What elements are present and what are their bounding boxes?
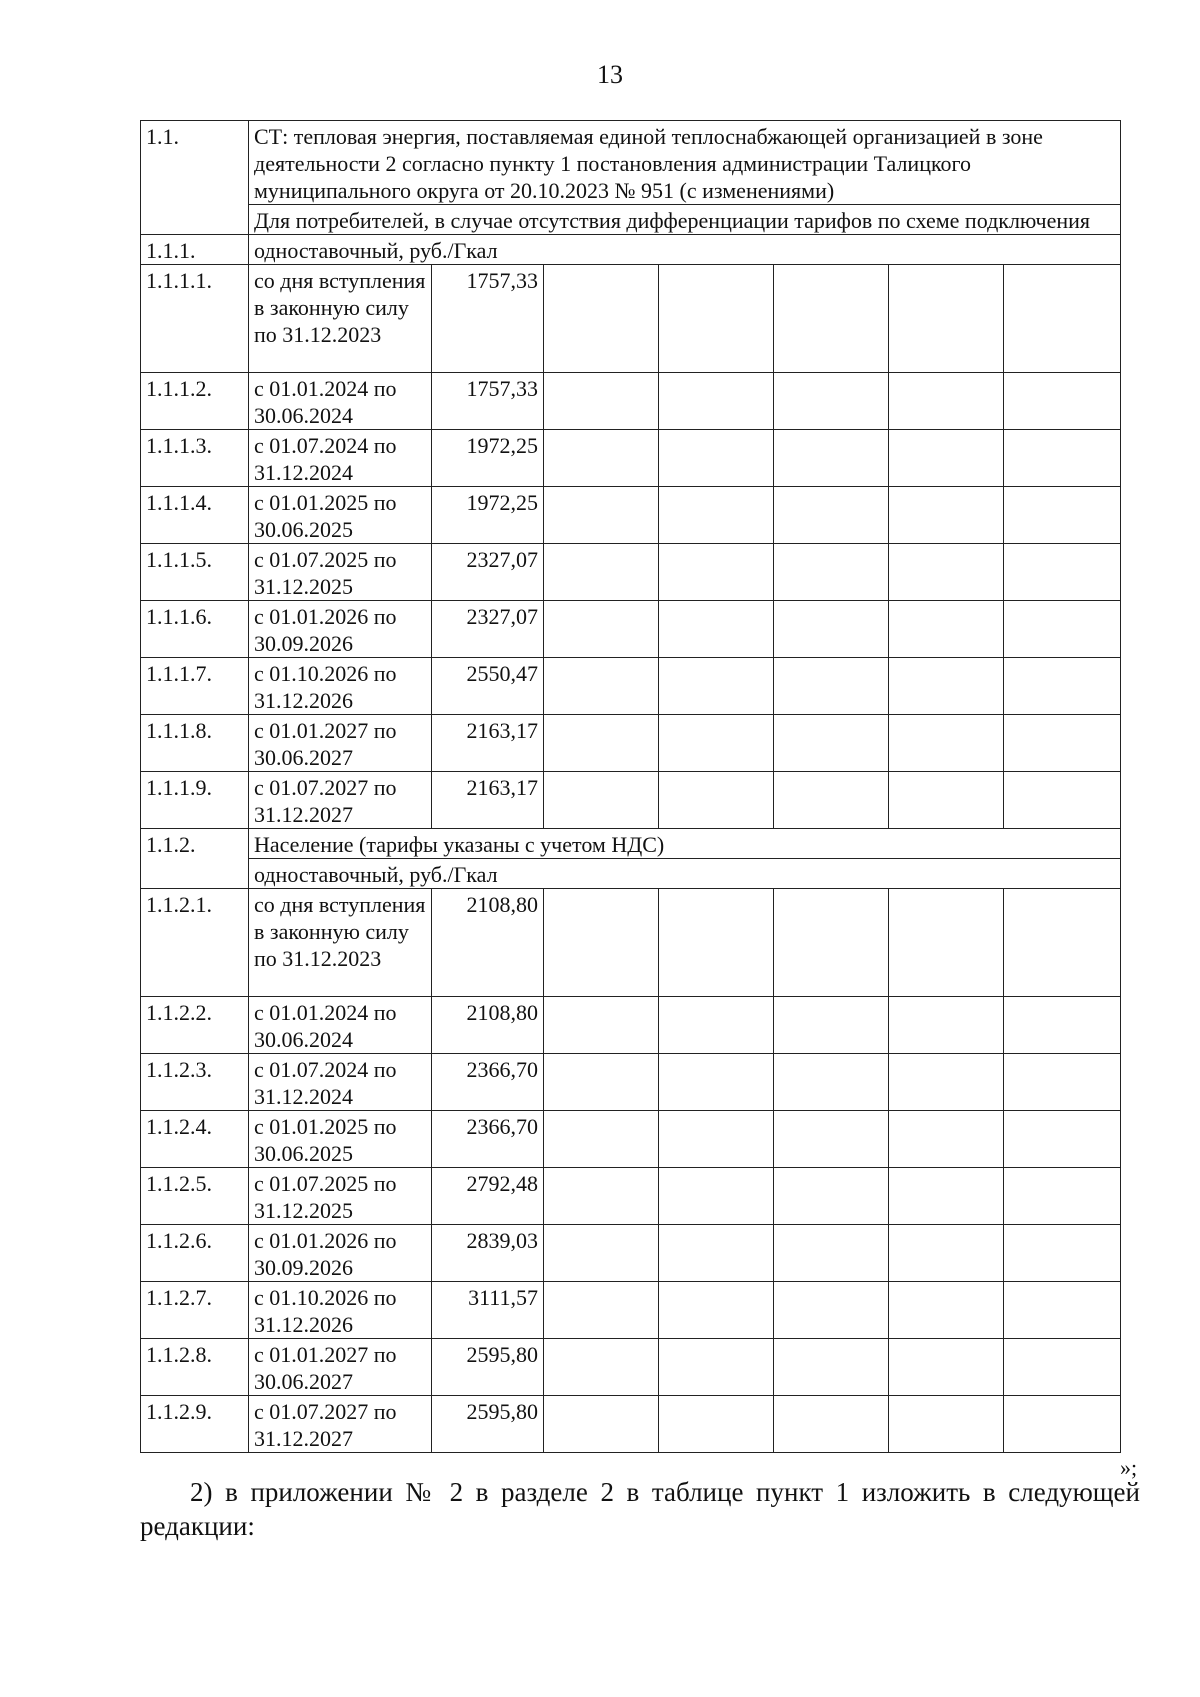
tariff-row (141, 1396, 1121, 1453)
tariff-row (141, 772, 1121, 829)
empty-cell (889, 1396, 1004, 1453)
row-period: с 01.07.2027 по 31.12.2027 (249, 1396, 432, 1453)
empty-cell (774, 1111, 889, 1168)
tariff-row (141, 487, 1121, 544)
empty-cell (889, 772, 1004, 829)
section-code: 1.1. (141, 121, 249, 235)
row-code: 1.1.1.9. (141, 772, 249, 829)
row-code: 1.1.1.6. (141, 601, 249, 658)
group1-header-row (141, 235, 1121, 265)
empty-cell (889, 430, 1004, 487)
row-code: 1.1.2.3. (141, 1054, 249, 1111)
row-period: с 01.10.2026 по 31.12.2026 (249, 658, 432, 715)
row-value: 2366,70 (432, 1054, 544, 1111)
row-code: 1.1.1.2. (141, 373, 249, 430)
tariff-row (141, 1111, 1121, 1168)
empty-cell (544, 1225, 659, 1282)
empty-cell (774, 601, 889, 658)
empty-cell (1004, 487, 1121, 544)
empty-cell (774, 1054, 889, 1111)
empty-cell (544, 658, 659, 715)
empty-cell (544, 487, 659, 544)
empty-cell (1004, 715, 1121, 772)
empty-cell (774, 658, 889, 715)
empty-cell (1004, 1282, 1121, 1339)
row-period: с 01.07.2024 по 31.12.2024 (249, 430, 432, 487)
empty-cell (659, 430, 774, 487)
empty-cell (774, 265, 889, 373)
group2-subheader-row (141, 859, 1121, 889)
row-period: со дня вступления в законную силу по 31.12.2023 (249, 265, 432, 373)
empty-cell (889, 1225, 1004, 1282)
tariff-row (141, 544, 1121, 601)
empty-cell (889, 601, 1004, 658)
empty-cell (1004, 430, 1121, 487)
row-value: 1757,33 (432, 373, 544, 430)
empty-cell (659, 1111, 774, 1168)
empty-cell (544, 997, 659, 1054)
empty-cell (889, 1168, 1004, 1225)
empty-cell (1004, 265, 1121, 373)
row-period: с 01.07.2025 по 31.12.2025 (249, 1168, 432, 1225)
row-value: 2163,17 (432, 715, 544, 772)
empty-cell (889, 658, 1004, 715)
row-code: 1.1.2.5. (141, 1168, 249, 1225)
row-code: 1.1.2.1. (141, 889, 249, 997)
empty-cell (889, 373, 1004, 430)
row-period: с 01.01.2024 по 30.06.2024 (249, 997, 432, 1054)
empty-cell (1004, 1396, 1121, 1453)
row-period: с 01.01.2027 по 30.06.2027 (249, 715, 432, 772)
tariff-row (141, 373, 1121, 430)
empty-cell (774, 1339, 889, 1396)
empty-cell (659, 1168, 774, 1225)
row-value: 2595,80 (432, 1396, 544, 1453)
empty-cell (1004, 601, 1121, 658)
empty-cell (889, 1339, 1004, 1396)
empty-cell (774, 1396, 889, 1453)
group2-label: Население (тарифы указаны с учетом НДС) (249, 829, 1121, 859)
empty-cell (889, 889, 1004, 997)
empty-cell (774, 889, 889, 997)
tariff-row (141, 601, 1121, 658)
tariff-table (140, 120, 1121, 1453)
row-period: с 01.07.2024 по 31.12.2024 (249, 1054, 432, 1111)
tariff-row (141, 265, 1121, 373)
empty-cell (774, 715, 889, 772)
empty-cell (1004, 1168, 1121, 1225)
section-title: СТ: тепловая энергия, поставляемая единой теплоснабжающей организацией в зоне деятельности 2 согласно пункту 1 постановления администрации Талицкого муниципального округа от 20.10.2023 № 951 (с изменениями) (249, 121, 1121, 205)
empty-cell (659, 1282, 774, 1339)
row-value: 2839,03 (432, 1225, 544, 1282)
empty-cell (1004, 772, 1121, 829)
empty-cell (889, 997, 1004, 1054)
row-period: с 01.01.2026 по 30.09.2026 (249, 1225, 432, 1282)
row-period: со дня вступления в законную силу по 31.12.2023 (249, 889, 432, 997)
tariff-row (141, 889, 1121, 997)
empty-cell (659, 1396, 774, 1453)
empty-cell (659, 772, 774, 829)
row-period: с 01.01.2024 по 30.06.2024 (249, 373, 432, 430)
empty-cell (889, 544, 1004, 601)
empty-cell (659, 715, 774, 772)
empty-cell (1004, 658, 1121, 715)
empty-cell (889, 715, 1004, 772)
empty-cell (659, 487, 774, 544)
row-value: 2108,80 (432, 997, 544, 1054)
tariff-row (141, 1339, 1121, 1396)
tariff-row (141, 997, 1121, 1054)
row-period: с 01.01.2026 по 30.09.2026 (249, 601, 432, 658)
empty-cell (1004, 1225, 1121, 1282)
empty-cell (774, 997, 889, 1054)
row-period: с 01.10.2026 по 31.12.2026 (249, 1282, 432, 1339)
empty-cell (544, 1282, 659, 1339)
empty-cell (1004, 997, 1121, 1054)
row-value: 1972,25 (432, 430, 544, 487)
row-code: 1.1.1.4. (141, 487, 249, 544)
empty-cell (659, 997, 774, 1054)
empty-cell (1004, 1054, 1121, 1111)
empty-cell (889, 1111, 1004, 1168)
page-number: 13 (597, 60, 623, 89)
empty-cell (544, 544, 659, 601)
empty-cell (889, 1054, 1004, 1111)
row-value: 2595,80 (432, 1339, 544, 1396)
row-code: 1.1.2.6. (141, 1225, 249, 1282)
empty-cell (1004, 1339, 1121, 1396)
empty-cell (774, 430, 889, 487)
empty-cell (544, 1054, 659, 1111)
row-value: 1972,25 (432, 487, 544, 544)
row-code: 1.1.2.8. (141, 1339, 249, 1396)
empty-cell (889, 487, 1004, 544)
empty-cell (544, 601, 659, 658)
tariff-row (141, 1054, 1121, 1111)
row-value: 2550,47 (432, 658, 544, 715)
paragraph-line-2: редакции: (140, 1511, 255, 1541)
empty-cell (659, 265, 774, 373)
tariff-row (141, 430, 1121, 487)
empty-cell (659, 373, 774, 430)
group2-header-row (141, 829, 1121, 859)
empty-cell (774, 1225, 889, 1282)
row-code: 1.1.1.3. (141, 430, 249, 487)
row-code: 1.1.2.2. (141, 997, 249, 1054)
group1-label: одноставочный, руб./Гкал (249, 235, 1121, 265)
empty-cell (544, 1396, 659, 1453)
empty-cell (774, 544, 889, 601)
empty-cell (659, 601, 774, 658)
paragraph-line-1: 2) в приложении № 2 в разделе 2 в таблице пункт 1 изложить в следующей (190, 1477, 1140, 1507)
empty-cell (659, 544, 774, 601)
tariff-row (141, 1282, 1121, 1339)
group2-code: 1.1.2. (141, 829, 249, 889)
tariff-row (141, 1225, 1121, 1282)
empty-cell (659, 1054, 774, 1111)
empty-cell (544, 430, 659, 487)
row-value: 2366,70 (432, 1111, 544, 1168)
row-value: 2108,80 (432, 889, 544, 997)
empty-cell (774, 373, 889, 430)
row-code: 1.1.2.7. (141, 1282, 249, 1339)
tariff-row (141, 658, 1121, 715)
section-subtitle: Для потребителей, в случае отсутствия дифференциации тарифов по схеме подключения (249, 205, 1121, 235)
row-value: 2163,17 (432, 772, 544, 829)
row-value: 3111,57 (432, 1282, 544, 1339)
empty-cell (774, 1168, 889, 1225)
empty-cell (889, 1282, 1004, 1339)
section-header-row (141, 121, 1121, 205)
row-period: с 01.01.2025 по 30.06.2025 (249, 487, 432, 544)
tariff-row (141, 1168, 1121, 1225)
closing-quote: »; (1120, 1455, 1138, 1480)
empty-cell (544, 715, 659, 772)
empty-cell (1004, 1111, 1121, 1168)
group1-code: 1.1.1. (141, 235, 249, 265)
row-code: 1.1.2.9. (141, 1396, 249, 1453)
tariff-row (141, 715, 1121, 772)
row-code: 1.1.1.1. (141, 265, 249, 373)
amendment-paragraph (140, 1475, 1140, 1543)
empty-cell (544, 373, 659, 430)
empty-cell (544, 1111, 659, 1168)
row-period: с 01.07.2025 по 31.12.2025 (249, 544, 432, 601)
empty-cell (889, 265, 1004, 373)
row-code: 1.1.1.7. (141, 658, 249, 715)
group2-sublabel: одноставочный, руб./Гкал (249, 859, 1121, 889)
empty-cell (774, 487, 889, 544)
empty-cell (659, 658, 774, 715)
row-value: 2327,07 (432, 601, 544, 658)
empty-cell (1004, 544, 1121, 601)
empty-cell (544, 1339, 659, 1396)
empty-cell (659, 1225, 774, 1282)
row-value: 1757,33 (432, 265, 544, 373)
empty-cell (774, 772, 889, 829)
empty-cell (544, 1168, 659, 1225)
row-value: 2792,48 (432, 1168, 544, 1225)
row-period: с 01.01.2027 по 30.06.2027 (249, 1339, 432, 1396)
row-value: 2327,07 (432, 544, 544, 601)
row-period: с 01.07.2027 по 31.12.2027 (249, 772, 432, 829)
empty-cell (1004, 373, 1121, 430)
empty-cell (1004, 889, 1121, 997)
empty-cell (659, 1339, 774, 1396)
empty-cell (544, 265, 659, 373)
empty-cell (659, 889, 774, 997)
section-subtitle-row (141, 205, 1121, 235)
empty-cell (774, 1282, 889, 1339)
row-code: 1.1.1.5. (141, 544, 249, 601)
empty-cell (544, 889, 659, 997)
row-code: 1.1.1.8. (141, 715, 249, 772)
row-code: 1.1.2.4. (141, 1111, 249, 1168)
row-period: с 01.01.2025 по 30.06.2025 (249, 1111, 432, 1168)
empty-cell (544, 772, 659, 829)
